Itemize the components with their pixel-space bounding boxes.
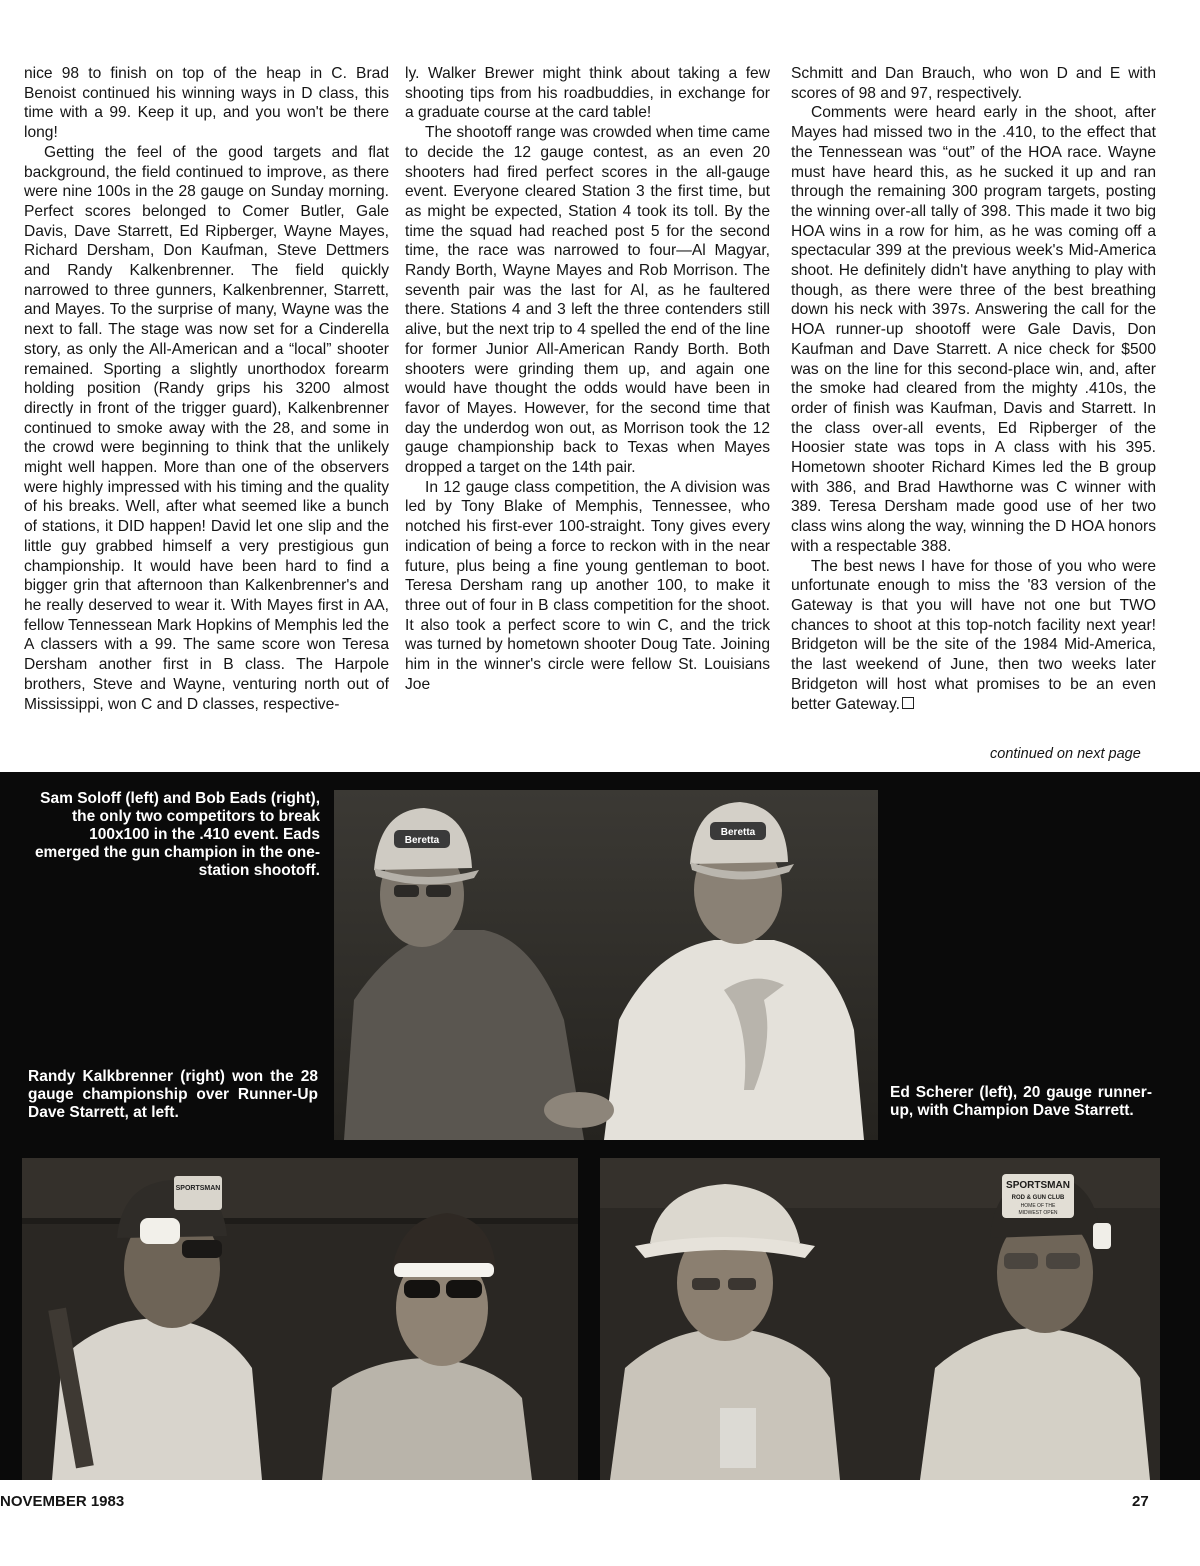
caption-kalkbrenner: Randy Kalkbrenner (right) won the 28 gauge championship over Runner-Up Dave Starrett, at left. — [28, 1068, 318, 1121]
continued-note: continued on next page — [990, 746, 1141, 762]
issue-date-footer: NOVEMBER 1983 — [0, 1493, 125, 1510]
paragraph: Getting the feel of the good targets and flat background, the field continued to improve, as there were nine 100s in the 28 gauge on Sunday morning. Perfect scores belonged to Comer Butler, Gale Davis, Dave Starrett, Ed Ripberger, Wayne Mayes, Richard Dersham, Don Kaufman, Steve Dettmers and Randy Kalkenbrenner. The field quickly narrowed to three gunners, Kalkenbrenner, Starrett, and Mayes. To the surprise of many, Wayne was the next to fall. The stage was now set for a Cinderella story, as only the All-American and a “local” shooter remained. Sporting a slightly unorthodox forearm holding position (Randy grips his 3200 almost directly in front of the trigger guard), Kalkenbrenner continued to smoke away with the 28, and some in the crowd were beginning to think that the unlikely might well happen. More than one of the observers were highly impressed with his timing and the quality of his breaks. Well, after what seemed like a bunch of stations, it DID happen! David let one slip and the little guy grabbed himself a very prestigious gun championship. It would have been hard to find a bigger grin that afternoon than Kalkenbrenner's and he really deserved to wear it. With Mayes first in AA, fellow Tennessean Mark Hopkins of Memphis led the A classers with a 99. The same score won Teresa Dersham another first in B class. The Harpole brothers, Steve and Wayne, venturing north out of Mississippi, won C and D classes, respective- — [24, 143, 389, 713]
beretta-cap-logo: Beretta — [404, 835, 440, 846]
paragraph: Schmitt and Dan Brauch, who won D and E with scores of 98 and 97, respectively. — [791, 65, 1156, 102]
photo-handshake-image — [334, 790, 878, 1140]
article-column-3 — [791, 64, 1156, 714]
sportsman-cap-logo: SPORTSMAN — [175, 1185, 221, 1192]
end-of-article-box-icon — [902, 697, 914, 709]
caption-scherer: Ed Scherer (left), 20 gauge runner-up, with Champion Dave Starrett. — [890, 1084, 1152, 1119]
beretta-cap-logo: Beretta — [720, 827, 756, 838]
photo-scherer-starrett — [600, 1158, 1160, 1480]
photo-kalkbrenner-starrett-image — [22, 1158, 578, 1480]
paragraph: nice 98 to finish on top of the heap in C. Brad Benoist continued his winning ways in D class, this time with a 99. Keep it up, and you won't be there long! — [24, 65, 389, 142]
paragraph: The shootoff range was crowded when time came to decide the 12 gauge contest, as an even 20 shooters had fired perfect scores in the all-gauge event. Everyone cleared Station 3 the first time, but as might be expected, Station 4 took its toll. By the time the squad had reached post 5 for the second time, the race was narrowed to four—Al Magyar, Randy Borth, Wayne Mayes and Rob Morrison. The seventh pair was the last for Al, as he faultered there. Stations 4 and 3 left the three contenders still alive, but the next trip to 4 spelled the end of the line for former Junior All-American Randy Borth. Both shooters were grinding them up, and again one would have thought the odds would have been in favor of Mayes. However, for the second time that day the underdog won out, as Morrison took the 12 gauge championship back to Texas when Mayes dropped a target on the 14th pair. — [405, 124, 770, 477]
sportsman-cap-logo: SPORTSMAN — [1006, 1180, 1070, 1191]
caption-soloff-eads: Sam Soloff (left) and Bob Eads (right), the only two competitors to break 100x100 in the .410 event. Eads emerged the gun champion in the one-station shootoff. — [34, 790, 320, 879]
paragraph: ly. Walker Brewer might think about taking a few shooting tips from his roadbuddies, in exchange for a graduate course at the card table! — [405, 65, 770, 122]
sportsman-cap-open: MIDWEST OPEN — [1018, 1210, 1058, 1216]
paragraph: In 12 gauge class competition, the A division was led by Tony Blake of Memphis, Tennessee, who notched his first-ever 100-straight. Tony gives every indication of being a force to reckon with in the near future, plus being a fine young gentleman to boot. Teresa Dersham rang up another 100, to make it three out of four in B class competition for the shoot. It also took a perfect score to win C, and the trick was turned by hometown shooter Doug Tate. Joining him in the winner's circle were fellow St. Louisians Joe — [405, 478, 770, 693]
photo-scherer-starrett-image — [600, 1158, 1160, 1480]
paragraph — [791, 557, 1156, 715]
sportsman-cap-club: ROD & GUN CLUB — [1011, 1195, 1065, 1201]
photo-handshake — [334, 790, 878, 1140]
article-column-2 — [405, 64, 770, 695]
article-column-1 — [24, 64, 389, 714]
page-number: 27 — [1132, 1493, 1149, 1510]
paragraph: Comments were heard early in the shoot, after Mayes had missed two in the .410, to the effect that the Tennessean was “out” of the HOA race. Wayne must have heard this, as he sucked it up and ran through the remaining 300 program targets, posting the winning over-all tally of 398. This made it two big HOA wins in a row for him, as he was coming off a spectacular 399 at the previous week's Mid-America shoot. He definitely didn't have anything to play with though, as there were three of the best breathing down his neck with 397s. Answering the call for the HOA runner-up shootoff were Gale Davis, Don Kaufman and Dave Starrett. A nice check for $500 was on the line for this second-place win, and, after the smoke had cleared from the mighty .410s, the order of finish was Kaufman, Davis and Starrett. In the class over-all events, Ed Ripberger of the Hoosier state was tops in A class with his 395. Hometown shooter Richard Kimes led the B group with 386, and Brad Hawthorne was C winner with 389. Teresa Dersham made good use of her two class wins along the way, winning the D HOA honors with a respectable 388. — [791, 104, 1156, 555]
photo-kalkbrenner-starrett — [22, 1158, 578, 1480]
sportsman-cap-home: HOME OF THE — [1020, 1203, 1056, 1209]
paragraph-text: The best news I have for those of you who were unfortunate enough to miss the '83 version of the Gateway is that you will have not one but TWO chances to shoot at this top-notch facility next year! Bridgeton will be the site of the 1984 Mid-America, the last weekend of June, then two weeks later Bridgeton will host what promises to be an even better Gateway. — [791, 557, 1156, 713]
